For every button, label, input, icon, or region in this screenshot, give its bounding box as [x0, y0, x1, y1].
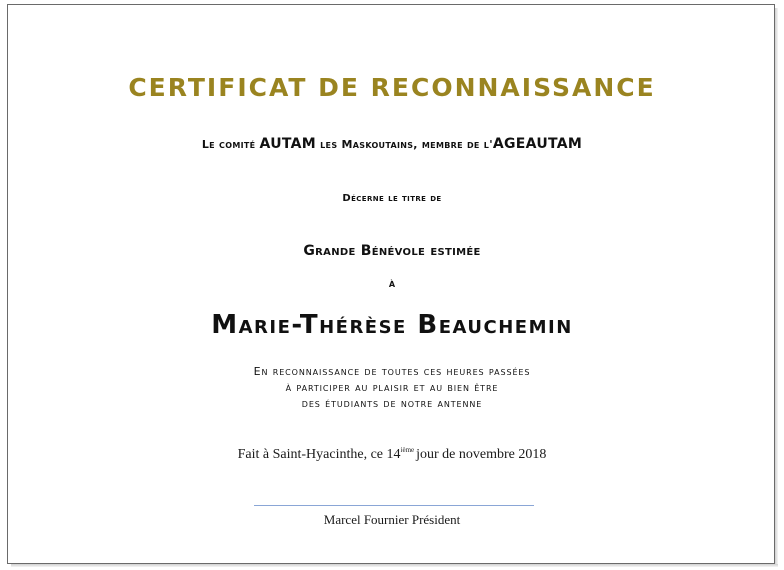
reason-line: à participer au plaisir et au bien être [285, 381, 499, 394]
reason-line: des étudiants de notre antenne [301, 397, 483, 410]
parent-org: AGEAUTAM [492, 136, 583, 152]
reason-text [0, 364, 784, 412]
place-date-after: jour de novembre 2018 [416, 447, 547, 462]
signature-line [254, 505, 534, 506]
committee-middle: les Maskoutains, membre de l' [316, 138, 493, 151]
to-word: à [388, 277, 396, 290]
award-intro: Décerne le titre de [342, 193, 442, 204]
signer-name: Marcel Fournier Président [323, 512, 461, 527]
committee-org: AUTAM [259, 136, 317, 152]
honor-title: Grande Bénévole estimée [303, 243, 481, 259]
committee-prefix: Le comité [201, 138, 260, 151]
place-date-before: Fait à Saint-Hyacinthe, ce 14 [237, 447, 401, 462]
committee-line [0, 136, 784, 152]
certificate-title: CERTIFICAT DE RECONNAISSANCE [128, 73, 656, 102]
recipient-name: Marie-Thérèse Beauchemin [211, 310, 573, 340]
border-shadow-bottom [11, 564, 778, 567]
reason-line: En reconnaissance de toutes ces heures passées [253, 365, 531, 378]
ordinal-suffix: ième [400, 446, 415, 454]
place-date-line [0, 446, 784, 463]
